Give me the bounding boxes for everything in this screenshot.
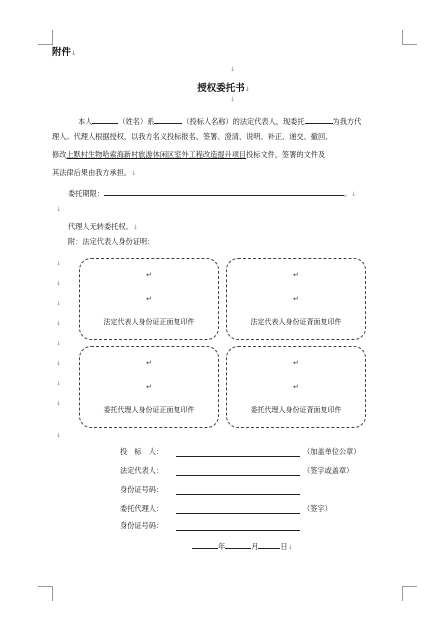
id-box-caption: 委托代理人身份证背面复印件 xyxy=(250,406,342,414)
day-blank[interactable] xyxy=(258,539,280,549)
body-line-4: 其法律后果由我方承担。↓ xyxy=(52,168,137,177)
bidder-blank[interactable] xyxy=(176,456,300,457)
id-number-blank-1[interactable] xyxy=(176,494,300,495)
month-blank[interactable] xyxy=(225,539,251,549)
body-line-3: 修改上默村生物哈索海新村旅游休闲区室外工程改造提升项目投标文件，签署的文件及 xyxy=(52,150,326,159)
paragraph-mark: ↓ xyxy=(56,380,62,387)
agent-name-blank[interactable] xyxy=(305,114,333,124)
paragraph-mark: ↓ xyxy=(56,400,62,407)
paragraph-mark: ↓ xyxy=(56,300,62,307)
paragraph-mark: ↓ xyxy=(56,206,62,213)
corner-mark-top-left xyxy=(38,30,53,45)
paragraph-mark: ↓ xyxy=(56,360,62,367)
corner-mark-bottom-right xyxy=(402,586,417,601)
legal-rep-blank[interactable] xyxy=(176,475,300,476)
id-box-legal-back: ↵ ↵ 法定代表人身份证背面复印件 xyxy=(226,258,366,340)
paragraph-mark: ↓ xyxy=(56,340,62,347)
no-sub-delegation: 代理人无转委托权。↓ xyxy=(68,222,138,231)
term-row: 委托期限： 。↓ xyxy=(68,186,356,200)
year-blank[interactable] xyxy=(192,539,218,549)
paragraph-mark: ↓ xyxy=(230,66,236,73)
corner-mark-bottom-left xyxy=(38,586,53,601)
page-title: 授权委托书↓ xyxy=(197,83,250,94)
body-line-1: 本人 （姓名）系 （投标人名称）的法定代表人，现委托 为我方代 xyxy=(78,114,361,127)
corner-mark-top-right xyxy=(402,30,417,45)
id-box-agent-back: ↵ ↵ 委托代理人身份证背面复印件 xyxy=(226,346,366,428)
paragraph-mark: ↓ xyxy=(56,432,62,439)
project-name: 上默村生物哈索海新村旅游休闲区室外工程改造提升项目 xyxy=(66,150,247,159)
id-box-caption: 法定代表人身份证正面复印件 xyxy=(103,318,195,326)
attachment-label: 附件↓ xyxy=(52,47,77,58)
attachment-note: 附：法定代表人身份证明： xyxy=(68,237,155,246)
id-box-caption: 委托代理人身份证正面复印件 xyxy=(103,406,195,414)
term-blank[interactable] xyxy=(104,186,344,196)
body-line-2: 理人。代理人根据授权，以我方名义投标报名、签署、澄清、说明、补正、递交、撤回、 xyxy=(52,132,333,141)
id-box-legal-front: ↵ ↵ 法定代表人身份证正面复印件 xyxy=(79,258,219,340)
paragraph-mark: ↓ xyxy=(56,260,62,267)
id-number-blank-2[interactable] xyxy=(176,530,300,531)
paragraph-mark: ↓ xyxy=(56,320,62,327)
paragraph-mark: ↓ xyxy=(230,96,236,103)
paragraph-mark: ↓ xyxy=(56,280,62,287)
id-box-agent-front: ↵ ↵ 委托代理人身份证正面复印件 xyxy=(79,346,219,428)
date-row: 年 月 日↓ xyxy=(192,539,293,553)
id-box-caption: 法定代表人身份证背面复印件 xyxy=(250,318,342,326)
bidder-name-blank[interactable] xyxy=(154,114,182,124)
agent-blank[interactable] xyxy=(176,513,300,514)
name-blank[interactable] xyxy=(92,114,118,124)
